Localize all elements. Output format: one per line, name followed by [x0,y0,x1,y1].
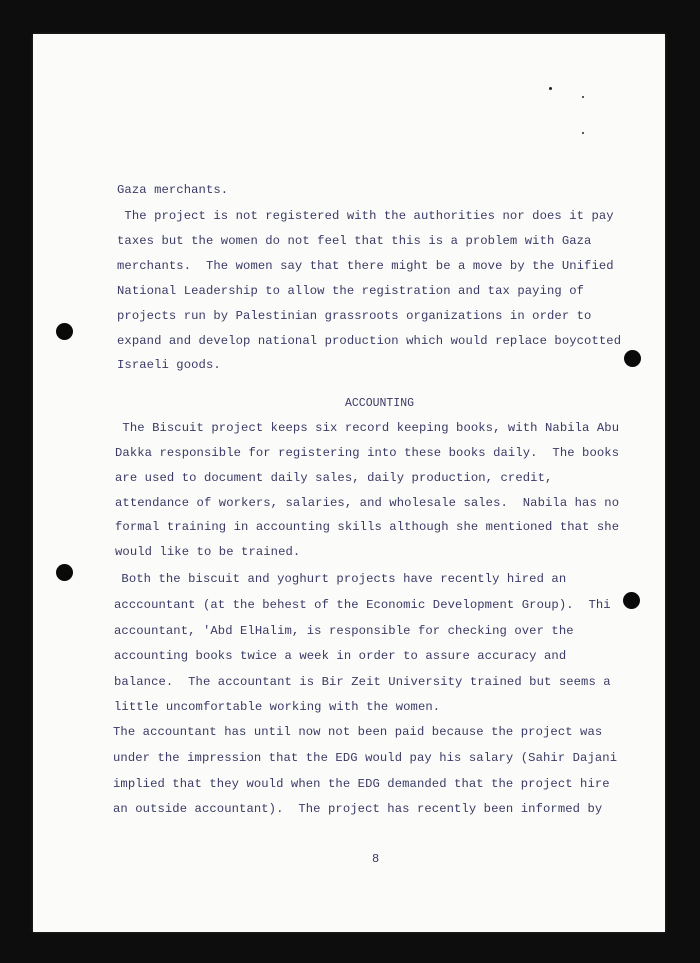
text-line: The Biscuit project keeps six record keeping books, with Nabila Abu [115,421,620,435]
text-line: The project is not registered with the authorities nor does it pay [117,209,614,223]
text-line: balance. The accountant is Bir Zeit University trained but seems a [114,675,611,689]
text-line: National Leadership to allow the registration and tax paying of [117,284,585,298]
page-number: 8 [372,852,380,866]
text-line: implied that they would when the EDG demanded that the project hire [113,777,610,791]
text-line: merchants. The women say that there might be a move by the Unified [117,259,614,273]
text-line: formal training in accounting skills although she mentioned that she [115,520,620,534]
document-page [33,34,665,932]
paper-speck [549,87,552,90]
text-line: taxes but the women do not feel that this is a problem with Gaza [117,234,592,248]
text-line: expand and develop national production which would replace boycotted [117,334,622,348]
section-heading: ACCOUNTING [345,397,415,410]
text-line: are used to document daily sales, daily production, credit, [115,471,553,485]
text-line: Dakka responsible for registering into these books daily. The books [115,446,620,460]
text-line: accounting books twice a week in order to assure accuracy and [114,649,567,663]
text-line: an outside accountant). The project has recently been informed by [113,802,603,816]
paper-speck [582,96,584,98]
text-line: accountant, 'Abd ElHalim, is responsible for checking over the [114,624,574,638]
text-line: projects run by Palestinian grassroots organizations in order to [117,309,592,323]
text-line: Israeli goods. [117,358,221,372]
text-line: Gaza merchants. [117,183,229,197]
text-line: would like to be trained. [115,545,301,559]
paper-speck [582,132,584,134]
punch-hole [624,350,641,367]
punch-hole [56,323,73,340]
text-line: attendance of workers, salaries, and wholesale sales. Nabila has no [115,496,620,510]
text-line: Both the biscuit and yoghurt projects have recently hired an [114,572,567,586]
text-line: The accountant has until now not been paid because the project was [113,725,603,739]
text-line: under the impression that the EDG would pay his salary (Sahir Dajani [113,751,618,765]
text-line: little uncomfortable working with the women. [114,700,441,714]
text-line: acccountant (at the behest of the Economic Development Group). Thi [114,598,611,612]
punch-hole [623,592,640,609]
punch-hole [56,564,73,581]
